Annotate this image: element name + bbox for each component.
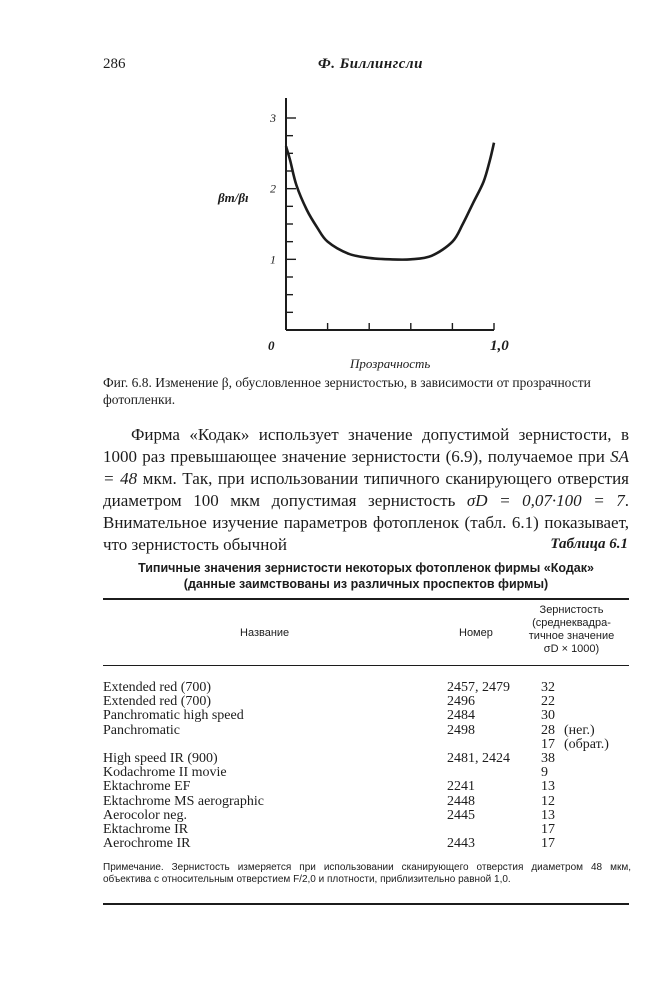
table-top-rule — [103, 598, 629, 600]
cell-value: 38 — [541, 750, 555, 766]
header-line: тичное значение — [528, 630, 615, 642]
cell-number: 2448 — [447, 793, 475, 809]
grain-chart — [240, 88, 530, 378]
x-axis-label: Прозрачность — [350, 356, 431, 371]
cell-number: 2445 — [447, 807, 475, 823]
cell-number: 2457, 2479 — [447, 680, 510, 695]
body-text-2: мкм. Так, при использовании типичного сканирующего отверстия диаметром 100 мкм допустимая зернистость — [103, 469, 629, 510]
body-text-3: . Внимательное изучение параметров фотопленок (табл. 6.1) показывает, что зернистость обычной — [103, 491, 630, 554]
cell-number: 2443 — [447, 836, 475, 852]
table-row — [103, 795, 629, 809]
table-body — [103, 681, 629, 851]
table-title — [103, 560, 629, 592]
y-tick-label: 1 — [270, 252, 276, 267]
table-row — [103, 724, 629, 738]
header-line: Зернистость — [539, 604, 604, 616]
table-row — [103, 695, 629, 709]
figure-caption: Фиг. 6.8. Изменение β, обусловленное зернистостью, в зависимости от прозрачности фотопленки. — [103, 375, 591, 407]
sa-equation: SA = 48 — [103, 447, 629, 488]
cell-number: 2496 — [447, 694, 475, 710]
table-row — [103, 681, 629, 695]
table-row — [103, 766, 629, 780]
cell-name: Aerochrome IR — [103, 836, 191, 852]
cell-value: 17 — [541, 836, 555, 852]
y-tick-label: 2 — [270, 181, 276, 196]
chart-labels — [268, 111, 509, 371]
cell-value: 22 — [541, 694, 555, 710]
cell-value: 28 — [541, 722, 555, 738]
cell-number: 2241 — [447, 779, 475, 795]
cell-value: 32 — [541, 680, 555, 695]
cell-value: 9 — [541, 765, 548, 781]
cell-note: (нег.) — [564, 722, 595, 738]
cell-name: Aerocolor neg. — [103, 807, 187, 823]
cell-value: 17 — [541, 736, 555, 752]
table-row — [103, 780, 629, 794]
column-header-number: Номер — [459, 627, 493, 639]
cell-name: Panchromatic high speed — [103, 708, 244, 724]
page-number: 286 — [103, 56, 126, 72]
running-head: Ф. Биллингсли — [318, 56, 423, 72]
cell-value: 13 — [541, 807, 555, 823]
cell-note: (обрат.) — [564, 736, 609, 752]
table-row — [103, 837, 629, 851]
cell-value: 17 — [541, 821, 555, 837]
table-note: Примечание. Зернистость измеряется при использовании сканирующего отверстия диаметром 48 мкм, объектива с относительным отверстием F/2,0 и плотности, приблизительно равной 1,0. — [103, 862, 631, 885]
cell-number: 2484 — [447, 708, 475, 724]
cell-name: Ektachrome MS aerographic — [103, 793, 264, 809]
cell-name: Panchromatic — [103, 722, 180, 738]
body-text-1: Фирма «Кодак» использует значение допустимой зернистости, в 1000 раз превышающее значение зернистости (6.9), получаемое при — [103, 425, 629, 466]
cell-value: 12 — [541, 793, 555, 809]
series-line — [286, 143, 494, 260]
cell-name: Extended red (700) — [103, 694, 212, 710]
table-label: Таблица 6.1 — [550, 536, 628, 552]
y-axis-label: βт/βı — [218, 190, 249, 205]
cell-number: 2481, 2424 — [447, 750, 510, 766]
cell-name: High speed IR (900) — [103, 750, 218, 766]
y-tick-label: 3 — [270, 111, 276, 125]
header-line: (среднеквадра- — [532, 617, 611, 629]
origin-label: 0 — [268, 338, 275, 353]
cell-value: 13 — [541, 779, 555, 795]
cell-name: Ektachrome IR — [103, 821, 189, 837]
cell-name: Ektachrome EF — [103, 779, 191, 795]
table-row — [103, 738, 629, 752]
column-header-grain — [514, 604, 629, 656]
header-line: σD × 1000) — [543, 643, 600, 655]
table-title-line: (данные заимствованы из различных проспектов фирмы) — [183, 577, 549, 591]
chart-axes — [286, 98, 494, 330]
cell-name: Extended red (700) — [103, 680, 212, 695]
table-row — [103, 709, 629, 723]
table-header-rule — [103, 665, 629, 666]
cell-number: 2498 — [447, 722, 475, 738]
table-row — [103, 823, 629, 837]
x-end-label: 1,0 — [490, 338, 509, 354]
table-title-line: Типичные значения зернистости некоторых фотопленок фирмы «Кодак» — [138, 561, 594, 575]
table-row — [103, 809, 629, 823]
table-row — [103, 752, 629, 766]
table-bottom-rule — [103, 903, 629, 905]
cell-name: Kodachrome II movie — [103, 765, 227, 781]
column-header-name: Название — [240, 627, 290, 639]
cell-value: 30 — [541, 708, 555, 724]
sigma-equation: σD = 0,07·100 = 7 — [466, 491, 625, 510]
